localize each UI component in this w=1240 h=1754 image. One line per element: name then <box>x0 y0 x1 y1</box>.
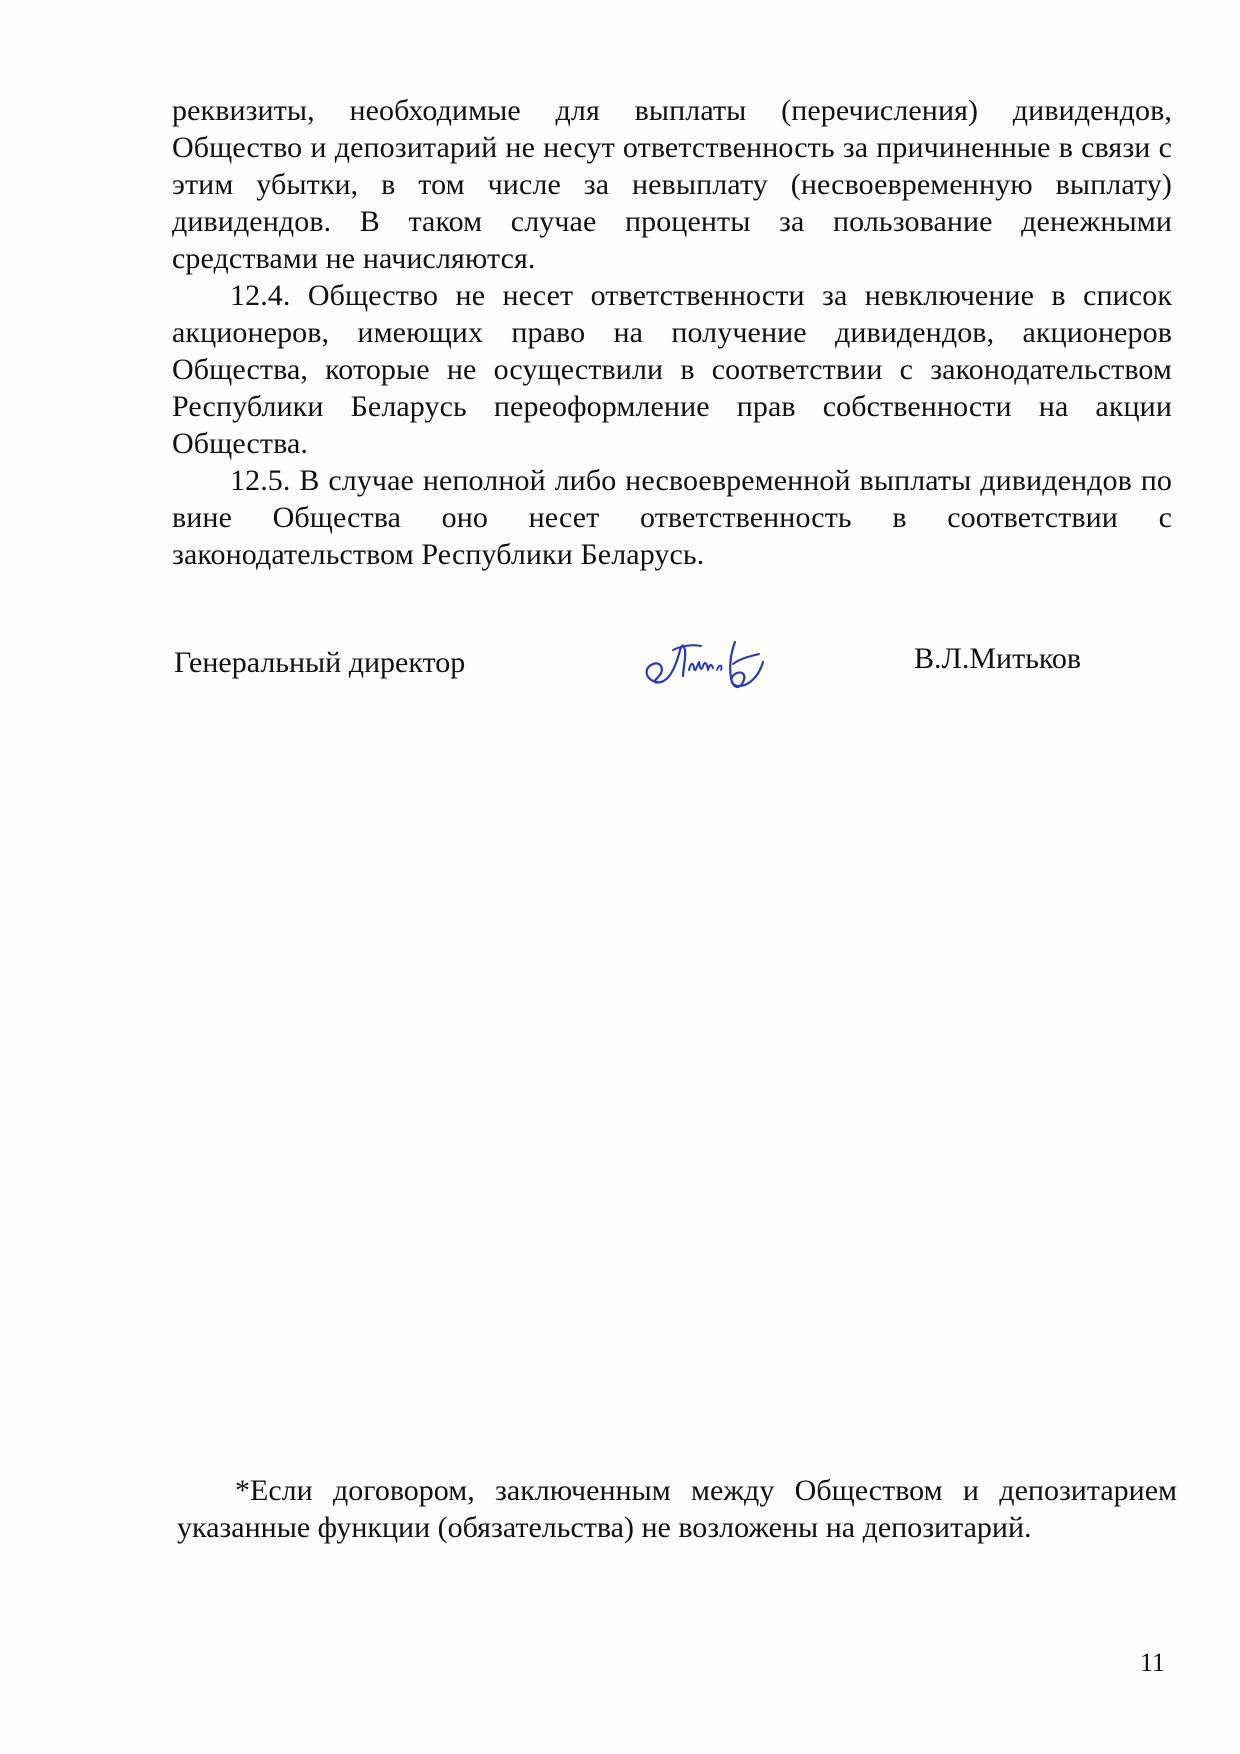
paragraph-12-4: 12.4. Общество не несет ответственности за невключение в список акционеров, имеющих право на получение дивидендов, акционеров Общества, которые не осуществили в соответствии с законодательством Республики Беларусь переоформление прав собственности на акции Общества. <box>172 279 1172 460</box>
footnote <box>177 1472 1177 1546</box>
signatory-title: Генеральный директор <box>174 646 466 679</box>
paragraph-continuation: реквизиты, необходимые для выплаты (перечисления) дивидендов, Общество и депозитарий не несут ответственность за причиненные в связи с этим убытки, в том числе за невыплату (несвоевременную выплату) дивидендов. В таком случае проценты за пользование денежными средствами не начисляются. <box>172 94 1172 275</box>
handwritten-signature <box>639 630 769 696</box>
page-number: 11 <box>1140 1648 1166 1677</box>
paragraph-12-5: 12.5. В случае неполной либо несвоевременной выплаты дивидендов по вине Общества оно несет ответственность в соответствии с законодательством Республики Беларусь. <box>172 464 1172 571</box>
signatory-name: В.Л.Митьков <box>914 642 1082 675</box>
body-text <box>172 92 1172 573</box>
signature-block <box>174 630 1174 700</box>
footnote-text: *Если договором, заключенным между Обществом и депозитарием указанные функции (обязательства) не возложены на депозитарий. <box>177 1474 1177 1544</box>
